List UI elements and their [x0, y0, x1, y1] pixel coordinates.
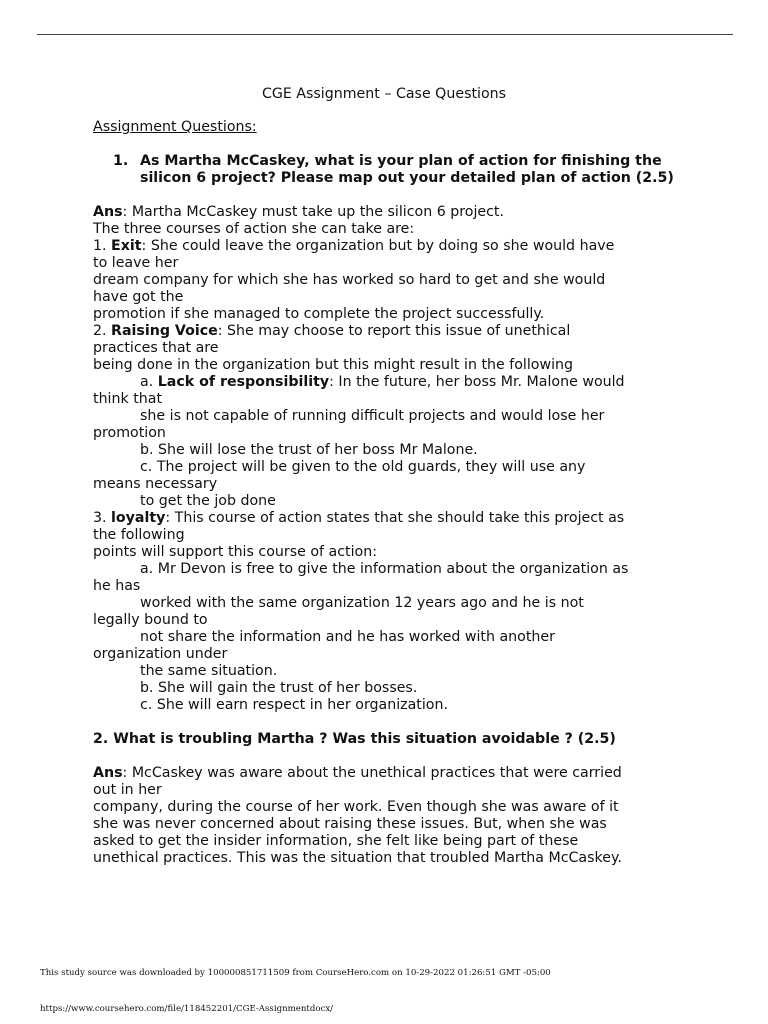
answer-1-line: : Martha McCaskey must take up the silicon 6 project.: [122, 204, 504, 220]
answer-2: [93, 765, 693, 867]
answer-1-line: : She may choose to report this issue of unethical: [217, 323, 571, 339]
option-loyalty-label: loyalty: [111, 510, 166, 526]
page-title: CGE Assignment – Case Questions: [261, 86, 507, 102]
answer-2-label: Ans: [93, 765, 123, 781]
top-divider: [37, 34, 733, 35]
answer-1-label: Ans: [93, 204, 123, 220]
option-exit-label: Exit: [111, 238, 142, 254]
option-number: 3.: [93, 510, 112, 526]
answer-2-line: asked to get the insider information, she felt like being part of these: [93, 833, 579, 849]
answer-1-line: c. She will earn respect in her organization.: [140, 697, 448, 713]
answer-2-line: out in her: [93, 782, 162, 798]
answer-1-line: not share the information and he has worked with another: [140, 629, 555, 645]
answer-1-line: think that: [93, 391, 163, 407]
section-heading: Assignment Questions:: [93, 119, 257, 135]
answer-1-line: promotion: [93, 425, 166, 441]
answer-1-line: : She could leave the organization but by doing so she would have: [141, 238, 615, 254]
answer-2-line: unethical practices. This was the situation that troubled Martha McCaskey.: [93, 850, 622, 866]
answer-1-line: she is not capable of running difficult projects and would lose her: [140, 408, 605, 424]
answer-1-line: : In the future, her boss Mr. Malone would: [329, 374, 625, 390]
answer-1-line: the same situation.: [140, 663, 278, 679]
answer-1-line: means necessary: [93, 476, 218, 492]
answer-1-line: the following: [93, 527, 185, 543]
answer-1-line: a. Mr Devon is free to give the information about the organization as: [140, 561, 629, 577]
answer-1-line: legally bound to: [93, 612, 208, 628]
lack-of-responsibility-label: Lack of responsibility: [157, 374, 330, 390]
answer-1-line: organization under: [93, 646, 228, 662]
answer-2-line: she was never concerned about raising these issues. But, when she was: [93, 816, 607, 832]
question-1-number: 1.: [113, 153, 129, 169]
answer-1-line: : This course of action states that she should take this project as: [165, 510, 625, 526]
document-body: [93, 86, 693, 867]
question-2-text: What is troubling Martha ? Was this situation avoidable ? (2.5): [113, 731, 616, 747]
answer-1-line: b. She will lose the trust of her boss Mr Malone.: [140, 442, 478, 458]
answer-1-line: worked with the same organization 12 years ago and he is not: [140, 595, 584, 611]
answer-1-line: to leave her: [93, 255, 179, 271]
answer-1: [93, 204, 693, 714]
question-1: [93, 153, 693, 187]
answer-1-line: c. The project will be given to the old guards, they will use any: [140, 459, 586, 475]
answer-1-line: being done in the organization but this might result in the following: [93, 357, 574, 373]
answer-1-line: practices that are: [93, 340, 219, 356]
answer-2-line: company, during the course of her work. Even though she was aware of it: [93, 799, 619, 815]
download-source-notice: This study source was downloaded by 100000851711509 from CourseHero.com on 10-29-2022 01:26:51 GMT -05:00: [40, 968, 551, 978]
question-2: [93, 731, 693, 748]
answer-1-line: dream company for which she has worked so hard to get and she would: [93, 272, 606, 288]
question-1-text: As Martha McCaskey, what is your plan of action for finishing the silicon 6 project? Please map out your detailed plan of action (2.5): [140, 153, 674, 186]
answer-1-line: The three courses of action she can take are:: [93, 221, 415, 237]
source-url: https://www.coursehero.com/file/118452201/CGE-Assignmentdocx/: [40, 1004, 334, 1014]
question-2-number: 2.: [93, 731, 109, 747]
option-number: 2.: [93, 323, 112, 339]
answer-1-line: b. She will gain the trust of her bosses.: [140, 680, 418, 696]
answer-1-line: have got the: [93, 289, 184, 305]
answer-2-line: : McCaskey was aware about the unethical practices that were carried: [122, 765, 622, 781]
answer-1-line: points will support this course of action:: [93, 544, 377, 560]
answer-1-line: promotion if she managed to complete the project successfully.: [93, 306, 545, 322]
option-raising-voice-label: Raising Voice: [111, 323, 218, 339]
sub-point-letter: a.: [140, 374, 158, 390]
answer-1-line: he has: [93, 578, 141, 594]
answer-1-line: to get the job done: [140, 493, 276, 509]
option-number: 1.: [93, 238, 112, 254]
